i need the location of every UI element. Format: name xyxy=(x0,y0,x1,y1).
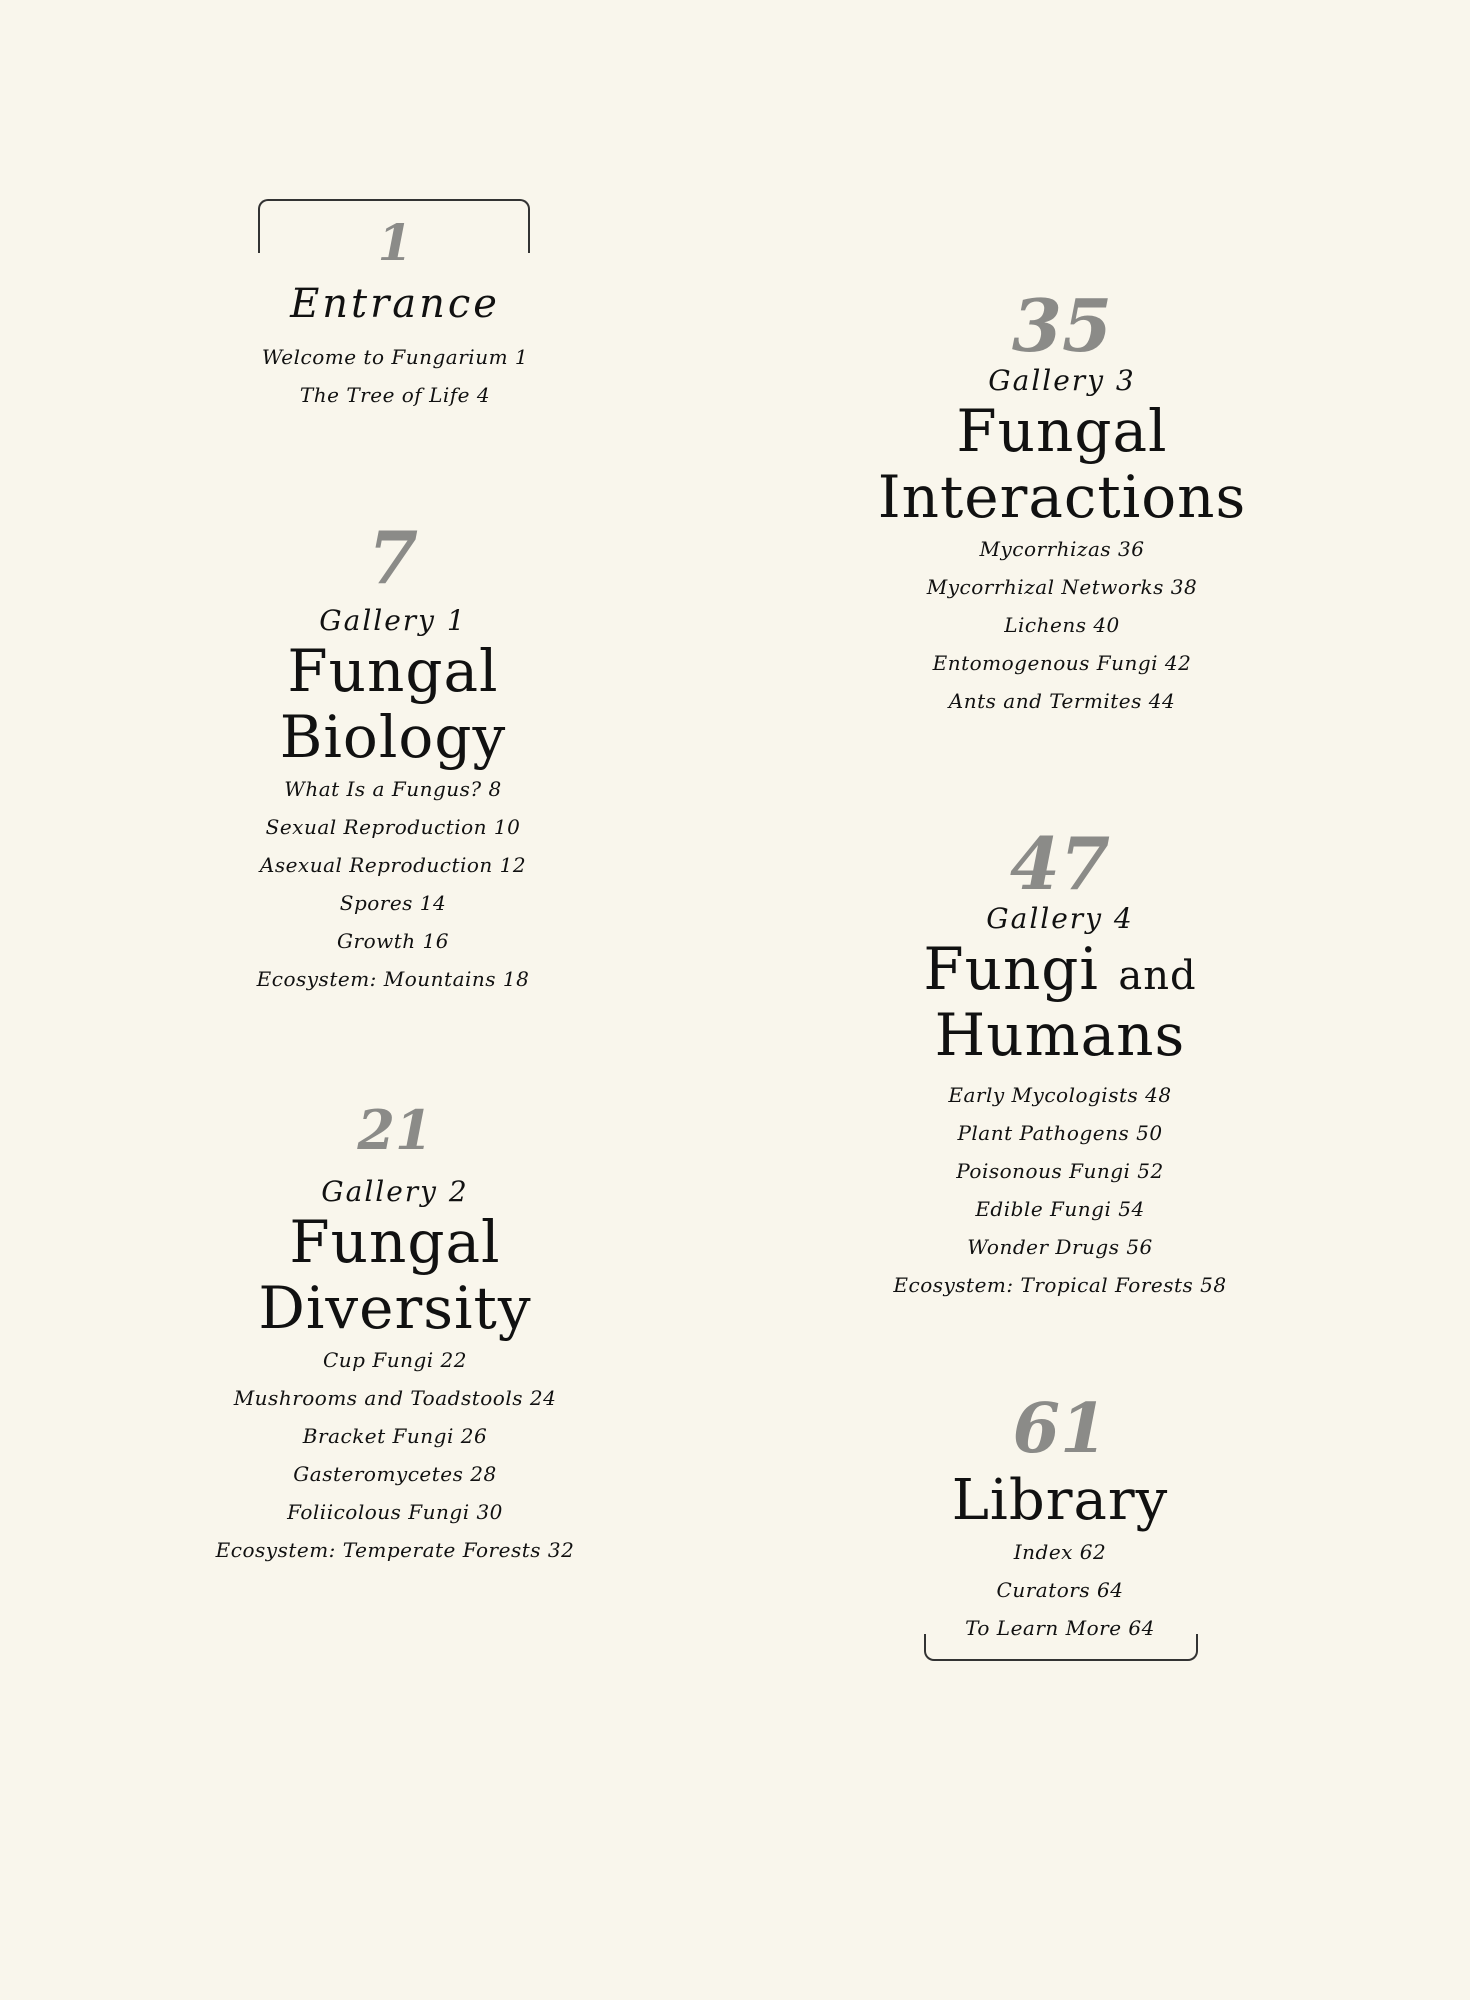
toc-entry[interactable]: Plant Pathogens 50 xyxy=(957,1120,1163,1145)
gallery-label: Gallery 2 xyxy=(321,1175,469,1208)
entry-list xyxy=(878,530,1247,720)
section-library xyxy=(951,1389,1169,1647)
toc-entry[interactable]: Gasteromycetes 28 xyxy=(293,1461,497,1486)
section-page-number: 35 xyxy=(1011,283,1113,368)
section-title xyxy=(878,398,1247,530)
toc-entry[interactable]: What Is a Fungus? 8 xyxy=(284,776,502,801)
toc-entry[interactable]: Curators 64 xyxy=(996,1577,1124,1602)
section-title-line: Fungal xyxy=(289,1207,501,1276)
toc-entry[interactable]: Mycorrhizal Networks 38 xyxy=(926,574,1198,599)
toc-entry[interactable]: Spores 14 xyxy=(339,890,447,915)
toc-entry[interactable]: Cup Fungi 22 xyxy=(322,1347,467,1372)
gallery-label: Gallery 1 xyxy=(319,604,467,637)
toc-entry[interactable]: Ecosystem: Temperate Forests 32 xyxy=(215,1537,575,1562)
bottom-bracket-ornament xyxy=(924,1634,1198,1661)
gallery-label: Gallery 4 xyxy=(986,902,1134,935)
section-page-number: 61 xyxy=(1012,1389,1108,1469)
section-gallery-2 xyxy=(215,1098,575,1569)
entry-list xyxy=(893,1076,1226,1304)
section-title-line: Humans xyxy=(934,1000,1186,1069)
section-title-line: Fungal xyxy=(956,396,1168,465)
section-gallery-4 xyxy=(893,821,1227,1304)
section-page-number: 21 xyxy=(357,1098,433,1162)
toc-entry[interactable]: The Tree of Life 4 xyxy=(299,382,491,407)
entry-list xyxy=(216,1341,575,1569)
section-title xyxy=(893,936,1226,1068)
section-page-number: 7 xyxy=(367,515,419,600)
toc-entry[interactable]: Welcome to Fungarium 1 xyxy=(261,344,529,369)
toc-entry[interactable]: Entomogenous Fungi 42 xyxy=(932,650,1192,675)
toc-entry[interactable]: Ants and Termites 44 xyxy=(948,688,1176,713)
entry-list xyxy=(257,770,530,998)
toc-entry[interactable]: Growth 16 xyxy=(337,928,449,953)
toc-entry[interactable]: Ecosystem: Mountains 18 xyxy=(256,966,530,991)
section-title-connector: and xyxy=(1118,952,1197,999)
section-title-line: Biology xyxy=(279,702,507,771)
toc-entry[interactable]: Wonder Drugs 56 xyxy=(967,1234,1153,1259)
toc-entry[interactable]: Lichens 40 xyxy=(1004,612,1120,637)
toc-entry[interactable]: Foliicolous Fungi 30 xyxy=(287,1499,503,1524)
section-gallery-1 xyxy=(256,515,530,998)
section-gallery-3 xyxy=(877,283,1247,720)
toc-entry[interactable]: Sexual Reproduction 10 xyxy=(265,814,521,839)
section-title-main-word: Fungi xyxy=(923,934,1099,1003)
section-title-line xyxy=(893,936,1226,1002)
toc-entry[interactable]: Mushrooms and Toadstools 24 xyxy=(233,1385,557,1410)
section-title xyxy=(257,638,530,770)
entry-list xyxy=(952,1533,1169,1647)
section-title-line: Interactions xyxy=(877,462,1247,531)
section-title: Library xyxy=(951,1468,1169,1533)
toc-entry[interactable]: Asexual Reproduction 12 xyxy=(259,852,527,877)
toc-entry[interactable]: To Learn More 64 xyxy=(965,1615,1155,1640)
toc-entry[interactable]: Index 62 xyxy=(1013,1539,1107,1564)
toc-entry[interactable]: Bracket Fungi 26 xyxy=(302,1423,488,1448)
section-title-line: Fungal xyxy=(287,636,499,705)
toc-entry[interactable]: Early Mycologists 48 xyxy=(948,1082,1172,1107)
toc-entry[interactable]: Ecosystem: Tropical Forests 58 xyxy=(893,1272,1227,1297)
toc-entry[interactable]: Edible Fungi 54 xyxy=(975,1196,1145,1221)
section-title: Entrance xyxy=(290,281,500,327)
entry-list xyxy=(262,338,528,414)
gallery-label: Gallery 3 xyxy=(988,364,1136,397)
toc-entry[interactable]: Mycorrhizas 36 xyxy=(979,536,1145,561)
section-entrance xyxy=(261,213,529,414)
section-title xyxy=(216,1209,575,1341)
section-page-number: 47 xyxy=(1009,821,1111,906)
section-title-line: Diversity xyxy=(258,1273,532,1342)
toc-entry[interactable]: Poisonous Fungi 52 xyxy=(956,1158,1164,1183)
section-page-number: 1 xyxy=(377,213,413,272)
